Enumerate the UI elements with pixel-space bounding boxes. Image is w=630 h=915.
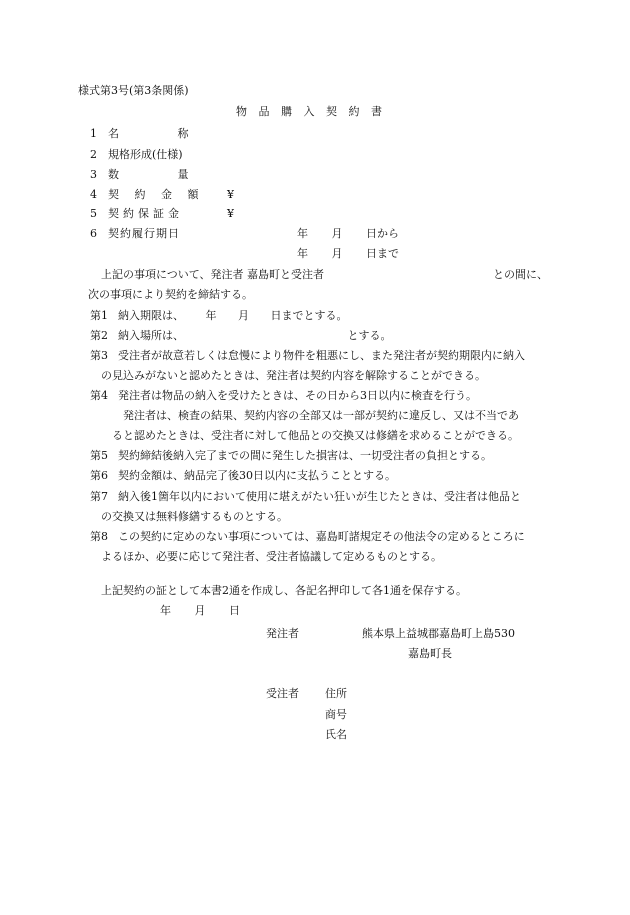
item-label: 名 称	[108, 127, 189, 140]
article-line: よるほか、必要に応じて発注者、受注者協議して定めるものとする。	[101, 550, 442, 563]
contractor-address-label: 住所	[325, 687, 347, 700]
article-line: 納入期限は、 年 月 日までとする。	[118, 309, 348, 322]
item-label: 契約保証金	[108, 207, 183, 220]
document-title: 物 品 購 入 契 約 書	[236, 105, 382, 118]
contractor-name-label: 氏名	[325, 728, 347, 741]
item-value: ¥	[227, 188, 234, 201]
contractor-label: 受注者	[266, 687, 299, 700]
item-no: 3	[90, 168, 97, 181]
article-no: 第7	[90, 490, 108, 503]
article-line: 発注者は物品の納入を受けたときは、その日から3日以内に検査を行う。	[118, 389, 477, 402]
intro-between: との間に、	[493, 268, 548, 281]
contractor-trade-label: 商号	[325, 708, 347, 721]
article-no: 第2	[90, 329, 108, 342]
closing-statement: 上記契約の証として本書2通を作成し、各記名押印して各1通を保存する。	[101, 584, 467, 597]
item-no: 4	[90, 188, 97, 201]
item-label: 数 量	[108, 168, 189, 181]
article-no: 第3	[90, 349, 108, 362]
article-line: の見込みがないと認めたときは、発注者は契約内容を解除することができる。	[101, 369, 486, 382]
form-label: 様式第3号(第3条関係)	[78, 84, 189, 97]
article-line: 契約金額は、納品完了後30日以内に支払うこととする。	[118, 469, 396, 482]
article-line: ると認めたときは、受注者に対して他品との交換又は修繕を求めることができる。	[112, 429, 519, 442]
period-to: 年 月 日まで	[297, 247, 399, 260]
item-no: 1	[90, 127, 97, 140]
item-value: ¥	[227, 207, 234, 220]
orderer-address: 熊本県上益城郡嘉島町上島530	[362, 627, 515, 640]
article-line: この契約に定めのない事項については、嘉島町諸規定その他法令の定めるところに	[118, 530, 525, 543]
article-no: 第8	[90, 530, 108, 543]
intro-line-1: 上記の事項について、発注者 嘉島町と受注者	[101, 268, 325, 281]
article-line: 契約締結後納入完了までの間に発生した損害は、一切受注者の負担とする。	[118, 449, 492, 462]
article-no: 第1	[90, 309, 108, 322]
item-label: 規格形成(仕様)	[108, 148, 183, 161]
period-from: 年 月 日から	[297, 227, 399, 240]
article-no: 第5	[90, 449, 108, 462]
intro-line-2: 次の事項により契約を締結する。	[88, 288, 253, 301]
item-label: 契 約 金 額	[108, 188, 199, 201]
orderer-label: 発注者	[266, 627, 299, 640]
item-no: 2	[90, 148, 97, 161]
article-line: 発注者は、検査の結果、契約内容の全部又は一部が契約に違反し、又は不当であ	[123, 409, 519, 422]
article-no: 第4	[90, 389, 108, 402]
contract-date: 年 月 日	[160, 604, 240, 617]
item-no: 5	[90, 207, 97, 220]
article-line: 受注者が故意若しくは怠慢により物件を粗悪にし、また発注者が契約期限内に納入	[118, 349, 525, 362]
article-line: の交換又は無料修繕するものとする。	[101, 510, 288, 523]
orderer-title: 嘉島町長	[408, 647, 452, 660]
item-no: 6	[90, 227, 97, 240]
article-line: 納入後1箇年以内において使用に堪えがたい狂いが生じたときは、受注者は他品と	[118, 490, 521, 503]
article-line: 納入場所は、 とする。	[118, 329, 392, 342]
article-no: 第6	[90, 469, 108, 482]
item-label: 契約履行期日	[108, 227, 180, 240]
